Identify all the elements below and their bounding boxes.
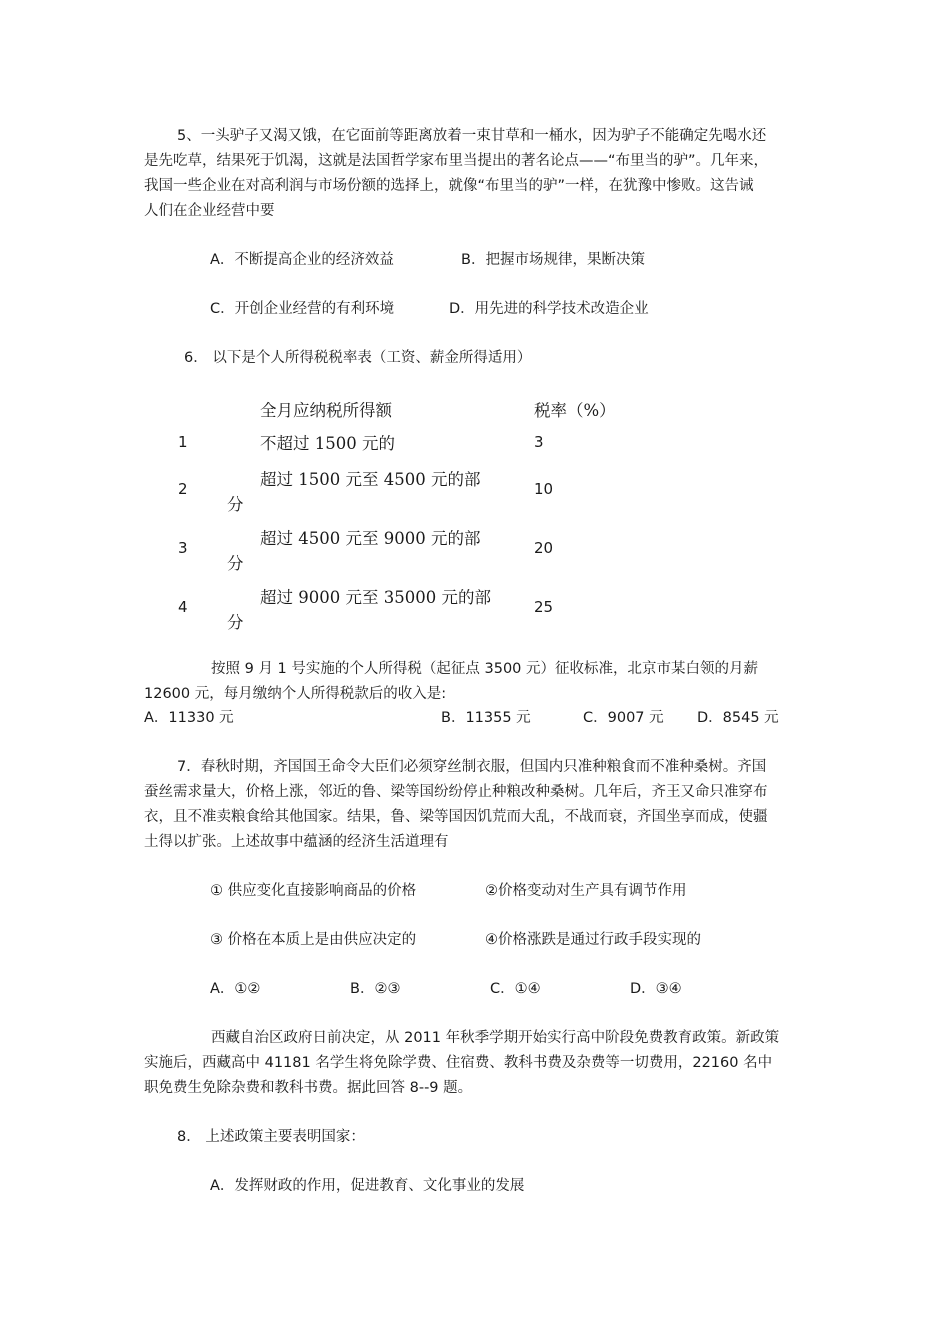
q8-option-a: A．发挥财政的作用，促进教育、文化事业的发展 (210, 1178, 525, 1194)
q6-option-d: D．8545 元 (697, 710, 779, 726)
table-row-4-income: 超过 9000 元至 35000 元的部 (260, 588, 491, 607)
q5-line-4: 人们在企业经营中要 (144, 203, 275, 219)
material-8-9 (144, 1026, 809, 1101)
q7-line-1: 7．春秋时期，齐国国王命令大臣们必须穿丝制衣服，但国内只准种粮食而不准种桑树。齐国 (177, 759, 767, 775)
question-7-stem (144, 755, 809, 855)
table-row-1-no: 1 (178, 433, 188, 451)
table-row-2-no: 2 (178, 480, 188, 498)
q5-option-d: D．用先进的科学技术改造企业 (449, 301, 649, 317)
table-row-2-income-cont: 分 (227, 495, 244, 514)
table-row-4-income-cont: 分 (227, 613, 244, 632)
q7-line-2: 蚕丝需求量大，价格上涨，邻近的鲁、梁等国纷纷停止种粮改种桑树。几年后，齐王又命只准穿布 (144, 784, 768, 800)
table-row-1-income: 不超过 1500 元的 (260, 434, 395, 453)
q5-option-a: A．不断提高企业的经济效益 (210, 252, 394, 268)
material-line-1: 西藏自治区政府日前决定，从 2011 年秋季学期开始实行高中阶段免费教育政策。新政策 (211, 1030, 780, 1046)
table-row-2-rate: 10 (534, 480, 554, 498)
question-5-stem (144, 124, 809, 224)
q5-line-2: 是先吃草，结果死于饥渴，这就是法国哲学家布里当提出的著名论点——“布里当的驴”。几年来， (144, 153, 769, 169)
question-8-stem: 8． 上述政策主要表明国家： (177, 1129, 365, 1145)
table-row-3-income-cont: 分 (227, 554, 244, 573)
table-header-income: 全月应纳税所得额 (260, 401, 392, 420)
table-row-3-no: 3 (178, 539, 188, 557)
table-header-rate: 税率（%） (534, 401, 616, 420)
q5-option-b: B．把握市场规律，果断决策 (461, 252, 645, 268)
q7-item-3: ③ 价格在本质上是由供应决定的 (210, 932, 417, 948)
q5-line-3: 我国一些企业在对高利润与市场份额的选择上，就像“布里当的驴”一样，在犹豫中惨败。这告诫 (144, 178, 754, 194)
q7-option-d: D．③④ (630, 981, 682, 997)
q7-item-1: ① 供应变化直接影响商品的价格 (210, 883, 417, 899)
q7-item-4: ④价格涨跌是通过行政手段实现的 (485, 932, 701, 948)
q7-option-a: A．①② (210, 981, 261, 997)
q7-item-2: ②价格变动对生产具有调节作用 (485, 883, 687, 899)
question-6-stem (144, 657, 809, 707)
q7-line-3: 衣，且不准卖粮食给其他国家。结果，鲁、梁等国因饥荒而大乱，不战而衰，齐国坐享而成，使疆 (144, 809, 768, 825)
q6-line-2: 12600 元，每月缴纳个人所得税款后的收入是: (144, 686, 447, 702)
question-6-intro: 6． 以下是个人所得税税率表（工资、薪金所得适用） (184, 350, 532, 366)
q7-option-c: C．①④ (490, 981, 541, 997)
q7-option-b: B．②③ (350, 981, 401, 997)
material-line-2: 实施后，西藏高中 41181 名学生将免除学费、住宿费、教科书费及杂费等一切费用，22160 名中 (144, 1055, 773, 1071)
table-row-4-rate: 25 (534, 598, 554, 616)
table-row-3-rate: 20 (534, 539, 554, 557)
table-row-2-income: 超过 1500 元至 4500 元的部 (260, 470, 481, 489)
q5-option-c: C．开创企业经营的有利环境 (210, 301, 395, 317)
q7-line-4: 土得以扩张。上述故事中蕴涵的经济生活道理有 (144, 834, 449, 850)
q5-line-1: 5、一头驴子又渴又饿，在它面前等距离放着一束甘草和一桶水，因为驴子不能确定先喝水还 (177, 128, 767, 144)
table-row-1-rate: 3 (534, 433, 544, 451)
table-row-4-no: 4 (178, 598, 188, 616)
q6-option-a: A．11330 元 (144, 710, 234, 726)
table-row-3-income: 超过 4500 元至 9000 元的部 (260, 529, 481, 548)
q6-line-1: 按照 9 月 1 号实施的个人所得税（起征点 3500 元）征收标准，北京市某白领的月薪 (211, 661, 759, 677)
material-line-3: 职免费生免除杂费和教科书费。据此回答 8--9 题。 (144, 1080, 473, 1096)
q6-option-c: C．9007 元 (583, 710, 664, 726)
q6-option-b: B．11355 元 (441, 710, 531, 726)
